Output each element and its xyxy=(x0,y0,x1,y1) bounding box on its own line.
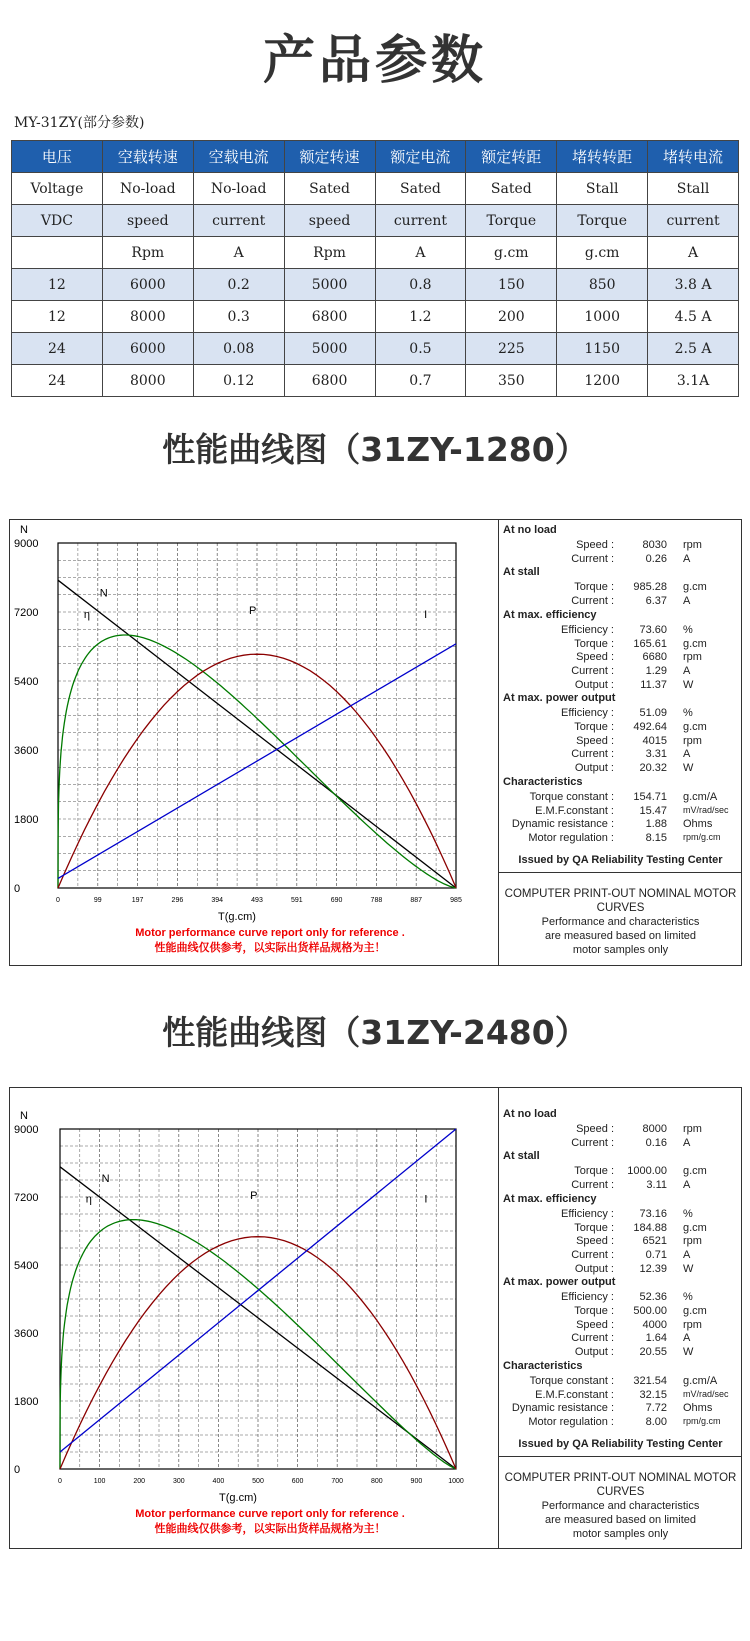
nominal-curves-box xyxy=(499,1456,742,1551)
table-cell: 6000 xyxy=(102,269,193,301)
info-label: Motor regulation : xyxy=(528,831,614,844)
info-value: 8000 xyxy=(642,1123,667,1135)
table-cell: A xyxy=(375,237,466,269)
y-tick-label: 9000 xyxy=(14,1124,39,1136)
table-cell: 4.5 A xyxy=(648,301,739,333)
table-cell: 6800 xyxy=(284,365,375,397)
info-label: Current : xyxy=(571,1179,614,1192)
table-cell: g.cm xyxy=(557,237,648,269)
info-value: 0.71 xyxy=(645,1248,667,1261)
y-tick-label: 3600 xyxy=(14,1328,39,1340)
info-value: 1.88 xyxy=(645,818,667,831)
table-cell: speed xyxy=(102,205,193,237)
table-cell: speed xyxy=(284,205,375,237)
info-unit: g.cm xyxy=(683,1221,707,1234)
info-value: 73.16 xyxy=(639,1207,667,1220)
info-value: 3.11 xyxy=(646,1179,667,1192)
header-cell: 电压 xyxy=(12,141,103,173)
info-value: 8.15 xyxy=(645,831,667,844)
info-section-header: At stall xyxy=(503,1150,540,1163)
info-row xyxy=(499,665,742,679)
info-unit: % xyxy=(683,623,693,636)
info-row xyxy=(499,762,742,776)
curve-label-i: I xyxy=(424,1193,428,1206)
issued-by-label: Issued by QA Reliability Testing Center xyxy=(518,853,723,866)
info-unit: mV/rad/sec xyxy=(683,804,729,815)
table-cell: Torque xyxy=(466,205,557,237)
info-value: 8.00 xyxy=(645,1415,667,1428)
info-unit: mV/rad/sec xyxy=(683,1388,729,1399)
table-cell: 5000 xyxy=(284,269,375,301)
info-row xyxy=(499,539,742,553)
table-cell: 150 xyxy=(466,269,557,301)
table-cell: 2.5 A xyxy=(648,333,739,365)
performance-chart xyxy=(10,520,498,965)
info-unit: rpm xyxy=(683,1235,702,1248)
table-cell: 0.8 xyxy=(375,269,466,301)
table-cell: 350 xyxy=(466,365,557,397)
info-label: Efficiency : xyxy=(561,1291,614,1304)
info-label: Speed : xyxy=(576,1123,614,1135)
info-row xyxy=(499,707,742,721)
curve-label-p: P xyxy=(249,604,257,617)
info-unit: rpm xyxy=(683,651,702,664)
info-unit: g.cm/A xyxy=(683,1374,718,1387)
info-unit: g.cm xyxy=(683,581,707,594)
info-label: Torque : xyxy=(574,721,614,733)
info-label: Speed : xyxy=(576,1318,614,1331)
table-cell: 200 xyxy=(466,301,557,333)
x-tick-label: 1000 xyxy=(448,1478,464,1485)
info-row xyxy=(499,721,742,735)
info-value: 7.72 xyxy=(645,1402,667,1415)
performance-chart-panel xyxy=(9,519,742,966)
info-unit: A xyxy=(683,1248,691,1261)
header-cell: 额定转距 xyxy=(466,141,557,173)
x-tick-label: 500 xyxy=(252,1478,264,1485)
info-label: Dynamic resistance : xyxy=(511,1402,614,1415)
info-label: Speed : xyxy=(576,539,614,551)
info-value: 6521 xyxy=(642,1235,667,1248)
info-unit: rpm/g.cm xyxy=(683,831,721,842)
info-value: 184.88 xyxy=(633,1221,667,1234)
table-cell: 6000 xyxy=(102,333,193,365)
performance-chart xyxy=(10,1088,498,1548)
info-unit: A xyxy=(683,664,691,677)
x-tick-label: 0 xyxy=(56,897,60,904)
info-row xyxy=(499,638,742,652)
info-value: 20.55 xyxy=(639,1346,667,1359)
info-label: Current : xyxy=(571,748,614,761)
table-row xyxy=(12,301,739,333)
model-label: MY-31ZY(部分参数) xyxy=(14,115,145,131)
info-label: Speed : xyxy=(576,1235,614,1248)
x-tick-label: 400 xyxy=(212,1478,225,1485)
info-row xyxy=(499,553,742,567)
x-tick-label: 100 xyxy=(93,1478,106,1485)
y-tick-label: 1800 xyxy=(14,814,39,826)
info-value: 8030 xyxy=(642,539,667,551)
curve-label-eta: η xyxy=(85,1193,92,1206)
table-cell: 225 xyxy=(466,333,557,365)
table-cell: Stall xyxy=(557,173,648,205)
info-row xyxy=(499,624,742,638)
info-value: 321.54 xyxy=(633,1374,667,1387)
info-label: Motor regulation : xyxy=(528,1415,614,1428)
x-tick-label: 600 xyxy=(291,1478,304,1485)
table-cell: Voltage xyxy=(12,173,103,205)
table-cell: 3.1A xyxy=(648,365,739,397)
info-value: 500.00 xyxy=(633,1305,667,1317)
x-tick-label: 591 xyxy=(290,897,303,904)
info-unit: g.cm xyxy=(683,637,707,650)
y-tick-label: 5400 xyxy=(14,676,39,688)
info-label: Torque : xyxy=(574,637,614,650)
reference-note-cn: 性能曲线仅供参考，以实际出货样品规格为主！ xyxy=(154,1523,386,1535)
info-unit: g.cm xyxy=(683,1305,707,1317)
info-label: E.M.F.constant : xyxy=(535,804,614,817)
info-unit: g.cm/A xyxy=(683,790,718,803)
info-label: Torque : xyxy=(574,581,614,594)
spec-table xyxy=(11,140,739,397)
info-unit: A xyxy=(683,748,691,761)
info-value: 492.64 xyxy=(633,721,667,733)
x-tick-label: 296 xyxy=(171,897,184,904)
nominal-curves-text: Performance and characteristics are measured based on limited motor samples only xyxy=(541,1499,700,1540)
info-row xyxy=(499,1123,742,1137)
info-row xyxy=(499,1402,742,1416)
info-row xyxy=(499,595,742,609)
info-unit: A xyxy=(683,595,691,608)
curve-label-i: I xyxy=(424,608,428,621)
info-row xyxy=(499,1416,742,1430)
info-value: 52.36 xyxy=(639,1291,667,1304)
header-cell: 空载电流 xyxy=(193,141,284,173)
y-tick-label: 7200 xyxy=(14,1192,39,1204)
info-unit: A xyxy=(683,1332,691,1345)
table-cell: Sated xyxy=(375,173,466,205)
info-unit: rpm xyxy=(683,539,702,551)
info-row xyxy=(499,1249,742,1263)
info-label: Current : xyxy=(571,595,614,608)
info-unit: % xyxy=(683,1291,693,1304)
nominal-curves-title: COMPUTER PRINT-OUT NOMINAL MOTOR CURVES xyxy=(504,1471,737,1498)
y-axis-label: N xyxy=(20,1110,28,1122)
table-cell: Sated xyxy=(284,173,375,205)
info-row xyxy=(499,1389,742,1403)
y-tick-label: 3600 xyxy=(14,745,39,757)
header-cell: 额定转速 xyxy=(284,141,375,173)
x-tick-label: 985 xyxy=(450,897,462,904)
info-label: E.M.F.constant : xyxy=(535,1388,614,1401)
info-row xyxy=(499,1346,742,1360)
reference-note-en: Motor performance curve report only for reference . xyxy=(135,1508,405,1520)
info-section-header: At max. efficiency xyxy=(503,1192,597,1205)
info-unit: W xyxy=(683,762,694,775)
curve-label-p: P xyxy=(250,1189,258,1202)
chart-info-panel xyxy=(498,520,742,965)
info-value: 4000 xyxy=(642,1318,667,1331)
nominal-curves-text: Performance and characteristics are measured based on limited motor samples only xyxy=(541,915,700,956)
info-label: Output : xyxy=(574,762,614,775)
info-row xyxy=(499,748,742,762)
info-value: 20.32 xyxy=(639,762,667,775)
table-cell: 0.12 xyxy=(193,365,284,397)
table-cell: 1000 xyxy=(557,301,648,333)
y-tick-label: 5400 xyxy=(14,1260,39,1272)
info-row xyxy=(499,735,742,749)
table-cell: Torque xyxy=(557,205,648,237)
info-label: Torque : xyxy=(574,1305,614,1317)
x-tick-label: 0 xyxy=(58,1478,62,1485)
info-row xyxy=(499,1319,742,1333)
info-unit: % xyxy=(683,707,693,720)
info-label: Output : xyxy=(574,1262,614,1275)
sub-header-row xyxy=(12,173,739,205)
info-row xyxy=(499,1235,742,1249)
table-cell: 0.5 xyxy=(375,333,466,365)
info-label: Current : xyxy=(571,1332,614,1345)
table-cell: A xyxy=(648,237,739,269)
x-tick-label: 200 xyxy=(133,1478,146,1485)
table-cell: 1150 xyxy=(557,333,648,365)
x-tick-label: 700 xyxy=(331,1478,344,1485)
table-cell: current xyxy=(648,205,739,237)
info-label: Efficiency : xyxy=(561,623,614,636)
info-row xyxy=(499,1165,742,1179)
info-section-header: At max. power output xyxy=(503,692,616,705)
info-value: 1.29 xyxy=(645,664,667,677)
info-row xyxy=(499,818,742,832)
info-value: 1.64 xyxy=(645,1332,667,1345)
table-cell: 0.7 xyxy=(375,365,466,397)
info-label: Dynamic resistance : xyxy=(511,818,614,831)
table-cell: Rpm xyxy=(284,237,375,269)
table-cell: 6800 xyxy=(284,301,375,333)
table-cell: current xyxy=(375,205,466,237)
info-value: 73.60 xyxy=(639,623,667,636)
table-row xyxy=(12,269,739,301)
info-value: 1000.00 xyxy=(627,1165,667,1178)
info-unit: rpm xyxy=(683,734,702,747)
info-section-header: At max. efficiency xyxy=(503,608,597,621)
table-cell: No-load xyxy=(102,173,193,205)
table-cell: 12 xyxy=(12,301,103,333)
info-row xyxy=(499,805,742,819)
info-row xyxy=(499,1179,742,1193)
info-row xyxy=(499,1208,742,1222)
info-section-header: At no load xyxy=(503,524,557,536)
header-cell: 堵转转距 xyxy=(557,141,648,173)
reference-note xyxy=(100,1507,440,1537)
info-unit: % xyxy=(683,1207,693,1220)
info-label: Output : xyxy=(574,1346,614,1359)
table-cell: 0.3 xyxy=(193,301,284,333)
info-label: Torque : xyxy=(574,1221,614,1234)
table-cell: 12 xyxy=(12,269,103,301)
chart-section-title: 性能曲线图（31ZY-2480） xyxy=(162,1013,588,1052)
info-label: Current : xyxy=(571,1136,614,1149)
reference-note-cn: 性能曲线仅供参考，以实际出货样品规格为主！ xyxy=(154,942,386,954)
info-unit: rpm xyxy=(683,1318,702,1331)
info-section-header: At no load xyxy=(503,1108,557,1120)
table-cell: current xyxy=(193,205,284,237)
info-unit: W xyxy=(683,1346,694,1359)
info-label: Current : xyxy=(571,1248,614,1261)
table-cell: A xyxy=(193,237,284,269)
info-unit: W xyxy=(683,1262,694,1275)
curve-label-eta: η xyxy=(83,608,90,621)
nominal-curves-title: COMPUTER PRINT-OUT NOMINAL MOTOR CURVES xyxy=(504,887,737,914)
table-cell: 24 xyxy=(12,333,103,365)
chart-info-panel xyxy=(498,1088,742,1548)
x-tick-label: 900 xyxy=(410,1478,423,1485)
x-axis-label: T(g.cm) xyxy=(218,911,256,923)
x-tick-label: 99 xyxy=(93,897,102,904)
info-section-header: Characteristics xyxy=(503,775,583,788)
header-cell: 额定电流 xyxy=(375,141,466,173)
spec-header-row xyxy=(12,141,739,173)
x-tick-label: 690 xyxy=(330,897,343,904)
sub-header-row xyxy=(12,205,739,237)
info-row xyxy=(499,1305,742,1319)
issued-by-label: Issued by QA Reliability Testing Center xyxy=(518,1437,723,1450)
info-unit: Ohms xyxy=(683,1402,713,1415)
info-value: 0.26 xyxy=(645,552,667,565)
info-label: Torque : xyxy=(574,1165,614,1178)
table-cell: 8000 xyxy=(102,365,193,397)
table-cell: 0.08 xyxy=(193,333,284,365)
info-unit: A xyxy=(683,1179,691,1192)
info-value: 6.37 xyxy=(645,595,667,608)
info-section-header: At stall xyxy=(503,566,540,579)
info-row xyxy=(499,581,742,595)
chart-section-title: 性能曲线图（31ZY-1280） xyxy=(162,430,588,469)
table-cell: Sated xyxy=(466,173,557,205)
x-tick-label: 394 xyxy=(211,897,224,904)
table-cell: 5000 xyxy=(284,333,375,365)
y-tick-label: 0 xyxy=(14,883,21,895)
info-value: 15.47 xyxy=(639,804,667,817)
info-row xyxy=(499,1375,742,1389)
info-section-header: Characteristics xyxy=(503,1359,583,1372)
info-unit: rpm xyxy=(683,1123,702,1135)
curve-label-n: N xyxy=(99,587,108,600)
info-value: 0.16 xyxy=(645,1136,667,1149)
curve-label-n: N xyxy=(101,1172,110,1185)
info-unit: A xyxy=(683,1136,691,1149)
info-label: Current : xyxy=(571,552,614,565)
info-row xyxy=(499,1291,742,1305)
info-value: 3.31 xyxy=(645,748,667,761)
info-unit: W xyxy=(683,678,694,691)
page-title: 产品参数 xyxy=(262,31,487,91)
x-tick-label: 800 xyxy=(370,1478,383,1485)
x-tick-label: 887 xyxy=(410,897,423,904)
info-label: Current : xyxy=(571,664,614,677)
x-tick-label: 493 xyxy=(251,897,263,904)
info-row xyxy=(499,1263,742,1277)
y-tick-label: 1800 xyxy=(14,1396,39,1408)
info-row xyxy=(499,651,742,665)
info-label: Speed : xyxy=(576,734,614,747)
info-label: Efficiency : xyxy=(561,1207,614,1220)
info-value: 154.71 xyxy=(633,790,667,803)
info-unit: g.cm xyxy=(683,1165,707,1178)
info-label: Speed : xyxy=(576,651,614,664)
info-value: 165.61 xyxy=(633,637,667,650)
info-label: Efficiency : xyxy=(561,707,614,720)
info-row xyxy=(499,1222,742,1236)
info-label: Output : xyxy=(574,678,614,691)
info-label: Torque constant : xyxy=(529,790,614,803)
reference-note xyxy=(100,926,440,956)
y-axis-label: N xyxy=(20,524,28,536)
info-unit: rpm/g.cm xyxy=(683,1415,721,1426)
table-cell: 1.2 xyxy=(375,301,466,333)
x-tick-label: 788 xyxy=(370,897,383,904)
info-value: 12.39 xyxy=(639,1262,667,1275)
info-row xyxy=(499,1137,742,1151)
info-unit: A xyxy=(683,552,691,565)
x-axis-label: T(g.cm) xyxy=(219,1492,257,1504)
info-unit: Ohms xyxy=(683,818,713,831)
nominal-curves-box xyxy=(499,872,742,968)
table-cell: No-load xyxy=(193,173,284,205)
table-cell xyxy=(12,237,103,269)
performance-chart-panel xyxy=(9,1087,742,1549)
table-cell: VDC xyxy=(12,205,103,237)
table-cell: 3.8 A xyxy=(648,269,739,301)
x-tick-label: 300 xyxy=(172,1478,185,1485)
info-row xyxy=(499,791,742,805)
table-cell: 0.2 xyxy=(193,269,284,301)
y-tick-label: 0 xyxy=(14,1464,21,1476)
y-tick-label: 9000 xyxy=(14,538,39,550)
info-row xyxy=(499,1332,742,1346)
table-cell: 850 xyxy=(557,269,648,301)
reference-note-en: Motor performance curve report only for reference . xyxy=(135,927,405,939)
table-cell: 1200 xyxy=(557,365,648,397)
table-cell: Stall xyxy=(648,173,739,205)
header-cell: 空载转速 xyxy=(102,141,193,173)
info-row xyxy=(499,679,742,693)
x-tick-label: 197 xyxy=(131,897,144,904)
series-line-N xyxy=(60,1167,456,1469)
info-section-header: At max. power output xyxy=(503,1276,616,1289)
table-cell: g.cm xyxy=(466,237,557,269)
info-value: 6680 xyxy=(642,651,667,664)
table-row xyxy=(12,365,739,397)
sub-header-row xyxy=(12,237,739,269)
table-cell: 24 xyxy=(12,365,103,397)
info-value: 32.15 xyxy=(639,1388,667,1401)
info-value: 51.09 xyxy=(639,707,667,720)
table-cell: Rpm xyxy=(102,237,193,269)
info-label: Torque constant : xyxy=(529,1374,614,1387)
info-value: 11.37 xyxy=(640,678,667,691)
info-value: 985.28 xyxy=(633,581,667,594)
info-unit: g.cm xyxy=(683,721,707,733)
info-row xyxy=(499,832,742,846)
y-tick-label: 7200 xyxy=(14,607,39,619)
table-row xyxy=(12,333,739,365)
table-cell: 8000 xyxy=(102,301,193,333)
header-cell: 堵转电流 xyxy=(648,141,739,173)
info-value: 4015 xyxy=(642,734,667,747)
